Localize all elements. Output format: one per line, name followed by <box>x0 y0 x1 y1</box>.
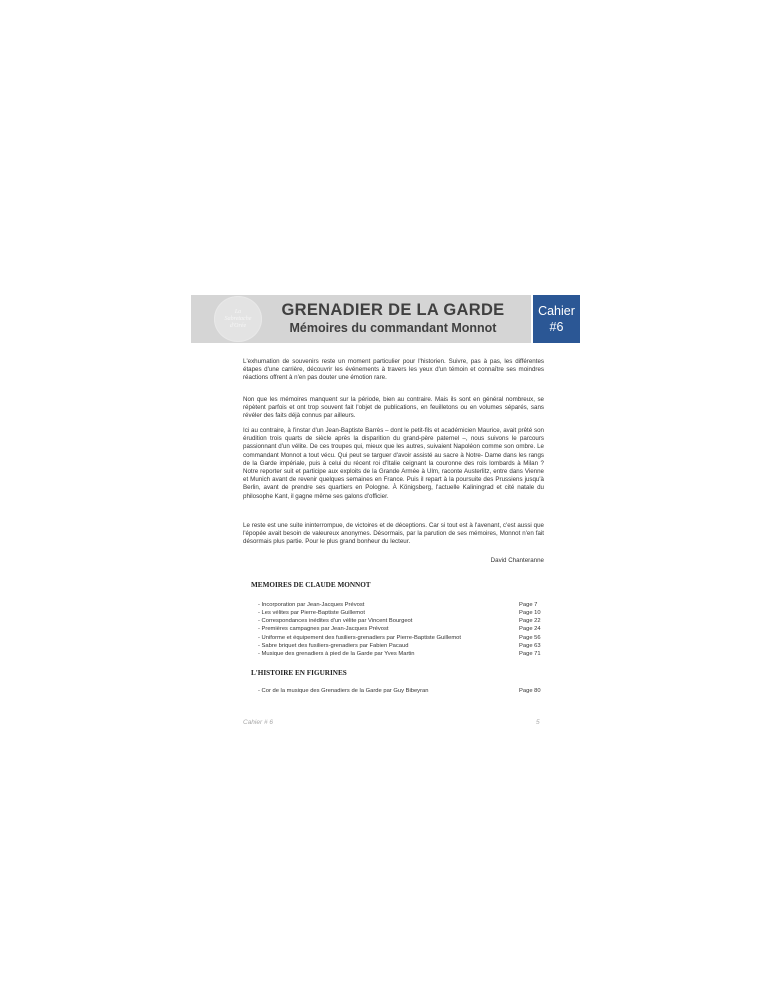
toc-entry-label: - Correspondances inédites d'un vélite par Vincent Bourgeot <box>258 618 413 625</box>
toc-entry-page: Page 56 <box>519 634 541 641</box>
toc-entry-label: - Incorporation par Jean-Jacques Prévost <box>258 602 365 608</box>
emblem-line: Sabretache <box>224 315 252 322</box>
toc-entry-label: - Sabre briquet des fusiliers-grenadiers par Fabien Pacaud <box>258 642 409 649</box>
toc-entry-label: - Cor de la musique des Grenadiers de la Garde par Guy Bibeyran <box>258 688 429 694</box>
toc-entry <box>258 687 541 695</box>
issue-badge-number: #6 <box>549 320 564 334</box>
toc-entry-page: Page 10 <box>519 610 541 617</box>
intro-paragraph: Ici au contraire, à l'instar d'un Jean-Baptiste Barrès – dont le petit-fils et académicien Maurice, avait prêté son érudition trois quarts de siècle après la disparition du grand-père paternel –, nous suivons le parcours passionnant d'un vélite. De ces troupes qui, mieux que les autres, suivaient Napoléon comme son ombre. Le commandant Monnot a tout vécu. Qui peut se targuer d'avoir assisté au sacre à Notre- Dame dans les rangs de la Garde impériale, puis à celui du récent roi d'Italie ceignant la couronne des rois lombards à Milan ? Notre reporter suit et participe aux exploits de la Grande Armée à Ulm, raconte Austerlitz, entre dans Vienne et Munich avant de revenir quelques semaines en France. Puis il repart à la poursuite des Prussiens jusqu'à Berlin, avant de prendre ses quartiers en Pologne. À Königsberg, l'actuelle Kaliningrad et cité natale du philosophe Kant, il gagne même ses galons d'officier. <box>243 427 544 500</box>
toc-entry <box>258 650 541 658</box>
page-title: GRENADIER DE LA GARDE <box>281 301 505 319</box>
toc-entry-page: Page 80 <box>519 688 541 694</box>
emblem-line: d'Orée <box>229 322 247 329</box>
toc-entry <box>258 609 541 617</box>
toc-entry <box>258 625 541 633</box>
author-signature: David Chanteranne <box>490 557 544 564</box>
toc-entry-label: - Uniforme et équipement des fusiliers-grenadiers par Pierre-Baptiste Guillemot <box>258 634 461 641</box>
toc-entry <box>258 617 541 625</box>
issue-badge <box>533 295 580 343</box>
intro-paragraph: Non que les mémoires manquent sur la période, bien au contraire. Mais ils sont en général nombreux, se répètent parfois et ont trop souvent fait l'objet de publications, en feuilletons ou en volumes séparés, sans révéler des faits déjà connus par ailleurs. <box>243 396 544 420</box>
emblem-logo <box>214 296 262 342</box>
toc-entry <box>258 634 541 642</box>
toc-section-title: MEMOIRES DE CLAUDE MONNOT <box>251 581 371 589</box>
toc-entry <box>258 601 541 609</box>
page-subtitle: Mémoires du commandant Monnot <box>289 321 497 335</box>
toc-entry-page: Page 63 <box>519 642 541 649</box>
page-number: 5 <box>536 719 540 726</box>
toc-entry-page: Page 22 <box>519 618 541 625</box>
toc-entry-label: - Les vélites par Pierre-Baptiste Guillemot <box>258 610 365 617</box>
toc-entry-label: - Musique des grenadiers à pied de la Garde par Yves Martin <box>258 650 415 657</box>
toc-entry-page: Page 71 <box>519 650 541 657</box>
emblem-line: La <box>234 308 242 315</box>
toc-entry <box>258 642 541 650</box>
toc-section-title: L'HISTOIRE EN FIGURINES <box>251 669 347 677</box>
intro-paragraph: Le reste est une suite ininterrompue, de victoires et de déceptions. Car si tout est à l'avenant, c'est aussi que l'épopée avait besoin de valeureux anonymes. Désormais, par la parution de ses mémoires, Monnot n'en fait désormais plus partie. Pour le plus grand bonheur du lecteur. <box>243 522 544 546</box>
footer-issue: Cahier # 6 <box>243 719 273 726</box>
intro-paragraph: L'exhumation de souvenirs reste un moment particulier pour l'historien. Suivre, pas à pas, les différentes étapes d'une carrière, découvrir les événements à travers les yeux d'un témoin et connaître ses moindres réactions offrent à n'en pas douter une émotion rare. <box>243 358 544 382</box>
issue-badge-label: Cahier <box>538 304 575 318</box>
toc-list <box>258 687 541 695</box>
toc-entry-page: Page 7 <box>519 602 538 608</box>
toc-entry-label: - Premières campagnes par Jean-Jacques Prévost <box>258 626 389 633</box>
toc-entry-page: Page 24 <box>519 626 541 633</box>
toc-list <box>258 601 541 658</box>
